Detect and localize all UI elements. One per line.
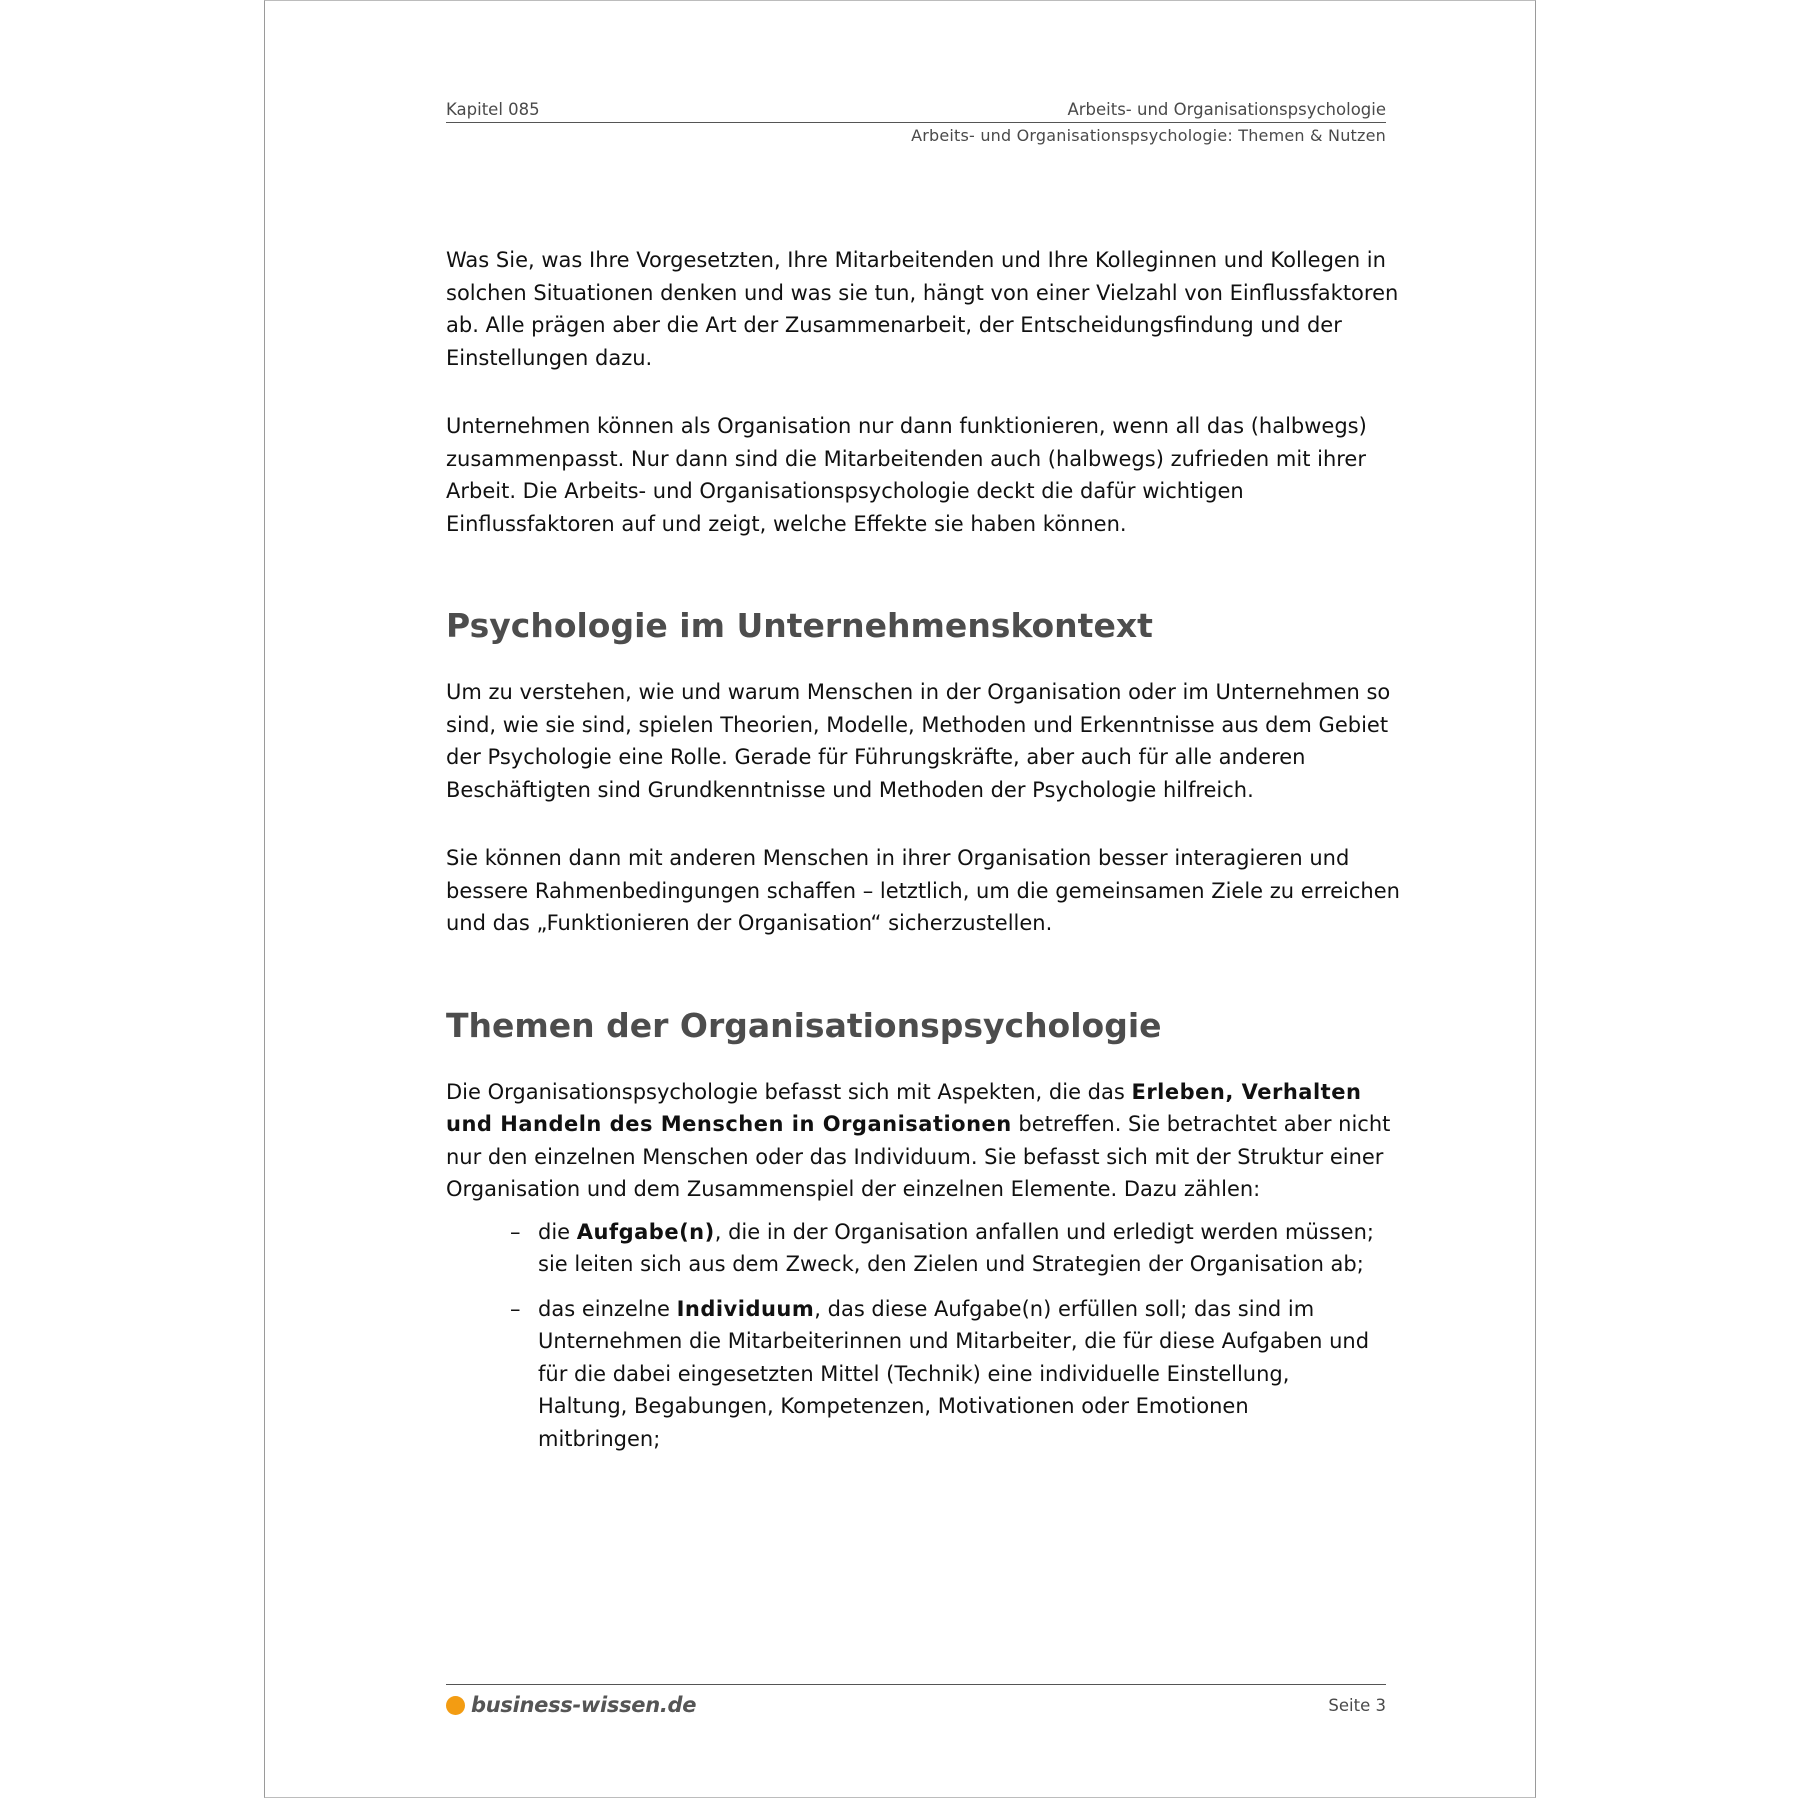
section-heading-1: Psychologie im Unternehmenskontext <box>446 606 1153 645</box>
logo-text: business-wissen.de <box>471 1693 697 1717</box>
header-divider <box>446 122 1386 123</box>
list-item-emphasis: Individuum <box>676 1296 815 1321</box>
header-title: Arbeits- und Organisationspsychologie <box>1067 100 1386 119</box>
page-header <box>446 99 1386 146</box>
page-content <box>446 244 1406 1467</box>
header-subtitle: Arbeits- und Organisationspsychologie: Themen & Nutzen <box>911 126 1386 145</box>
paragraph-2: Unternehmen können als Organisation nur dann funktionieren, wenn all das (halbwegs) zusammenpasst. Nur dann sind die Mitarbeitenden auch (halbwegs) zufrieden mit ihrer Arbeit. Die Arbeits- und Organisationspsychologie deckt die dafür wichtigen Einflussfaktoren auf und zeigt, welche Effekte sie haben können. <box>446 414 1367 536</box>
topic-list <box>446 1216 1406 1456</box>
list-item-text: die <box>538 1219 577 1244</box>
chapter-label: Kapitel 085 <box>446 100 540 119</box>
paragraph-5-text-end: betreffen. Sie betrachtet aber nicht nur den einzelnen Menschen oder das Individuum. Sie befasst sich mit der Struktur einer Organisation und dem Zusammenspiel der einzelnen Elemente. Dazu zählen: <box>446 1112 1391 1201</box>
list-item-text: das einzelne <box>538 1296 677 1321</box>
section-heading-2: Themen der Organisationspsychologie <box>446 1005 1162 1045</box>
brand-logo <box>446 1693 696 1717</box>
paragraph-4: Sie können dann mit anderen Menschen in ihrer Organisation besser interagieren und bessere Rahmenbedingungen schaffen – letztlich, um die gemeinsamen Ziele zu erreichen und das „Funktionieren der Organisation“ sicherzustellen. <box>446 846 1400 935</box>
list-item <box>538 1293 1406 1456</box>
paragraph-5-emphasis: Erleben, Verhalten und Handeln des Menschen in Organisationen <box>446 1079 1362 1136</box>
document-page <box>264 0 1536 1798</box>
paragraph-3: Um zu verstehen, wie und warum Menschen in der Organisation oder im Unternehmen so sind, wie sie sind, spielen Theorien, Modelle, Methoden und Erkenntnisse aus dem Gebiet der Psychologie eine Rolle. Gerade für Führungskräfte, aber auch für alle anderen Beschäftigten sind Grundkenntnisse und Methoden der Psychologie hilfreich. <box>446 680 1391 802</box>
page-footer <box>446 1684 1386 1717</box>
list-item-emphasis: Aufgabe(n) <box>576 1219 715 1244</box>
paragraph-1: Was Sie, was Ihre Vorgesetzten, Ihre Mitarbeitenden und Ihre Kolleginnen und Kollegen in solchen Situationen denken und was sie tun, hängt von einer Vielzahl von Einflussfaktoren ab. Alle prägen aber die Art der Zusammenarbeit, der Entscheidungsfindung und der Einstellungen dazu. <box>446 248 1399 370</box>
list-item <box>538 1216 1406 1281</box>
paragraph-5-text: Die Organisationspsychologie befasst sich mit Aspekten, die das <box>446 1079 1132 1104</box>
list-item-text-end: , die in der Organisation anfallen und erledigt werden müssen; sie leiten sich aus dem Zweck, den Zielen und Strategien der Organisation ab; <box>538 1219 1374 1276</box>
list-item-text-end: , das diese Aufgabe(n) erfüllen soll; das sind im Unternehmen die Mitarbeiterinnen und Mitarbeiter, die für diese Aufgaben und für die dabei eingesetzten Mittel (Technik) eine individuelle Einstellung, Haltung, Begabungen, Kompetenzen, Motivationen oder Emotionen mitbringen; <box>538 1296 1370 1451</box>
paragraph-5 <box>446 1076 1406 1206</box>
logo-dot-icon <box>446 1696 465 1715</box>
page-number: Seite 3 <box>1328 1695 1386 1715</box>
footer-divider <box>446 1684 1386 1685</box>
